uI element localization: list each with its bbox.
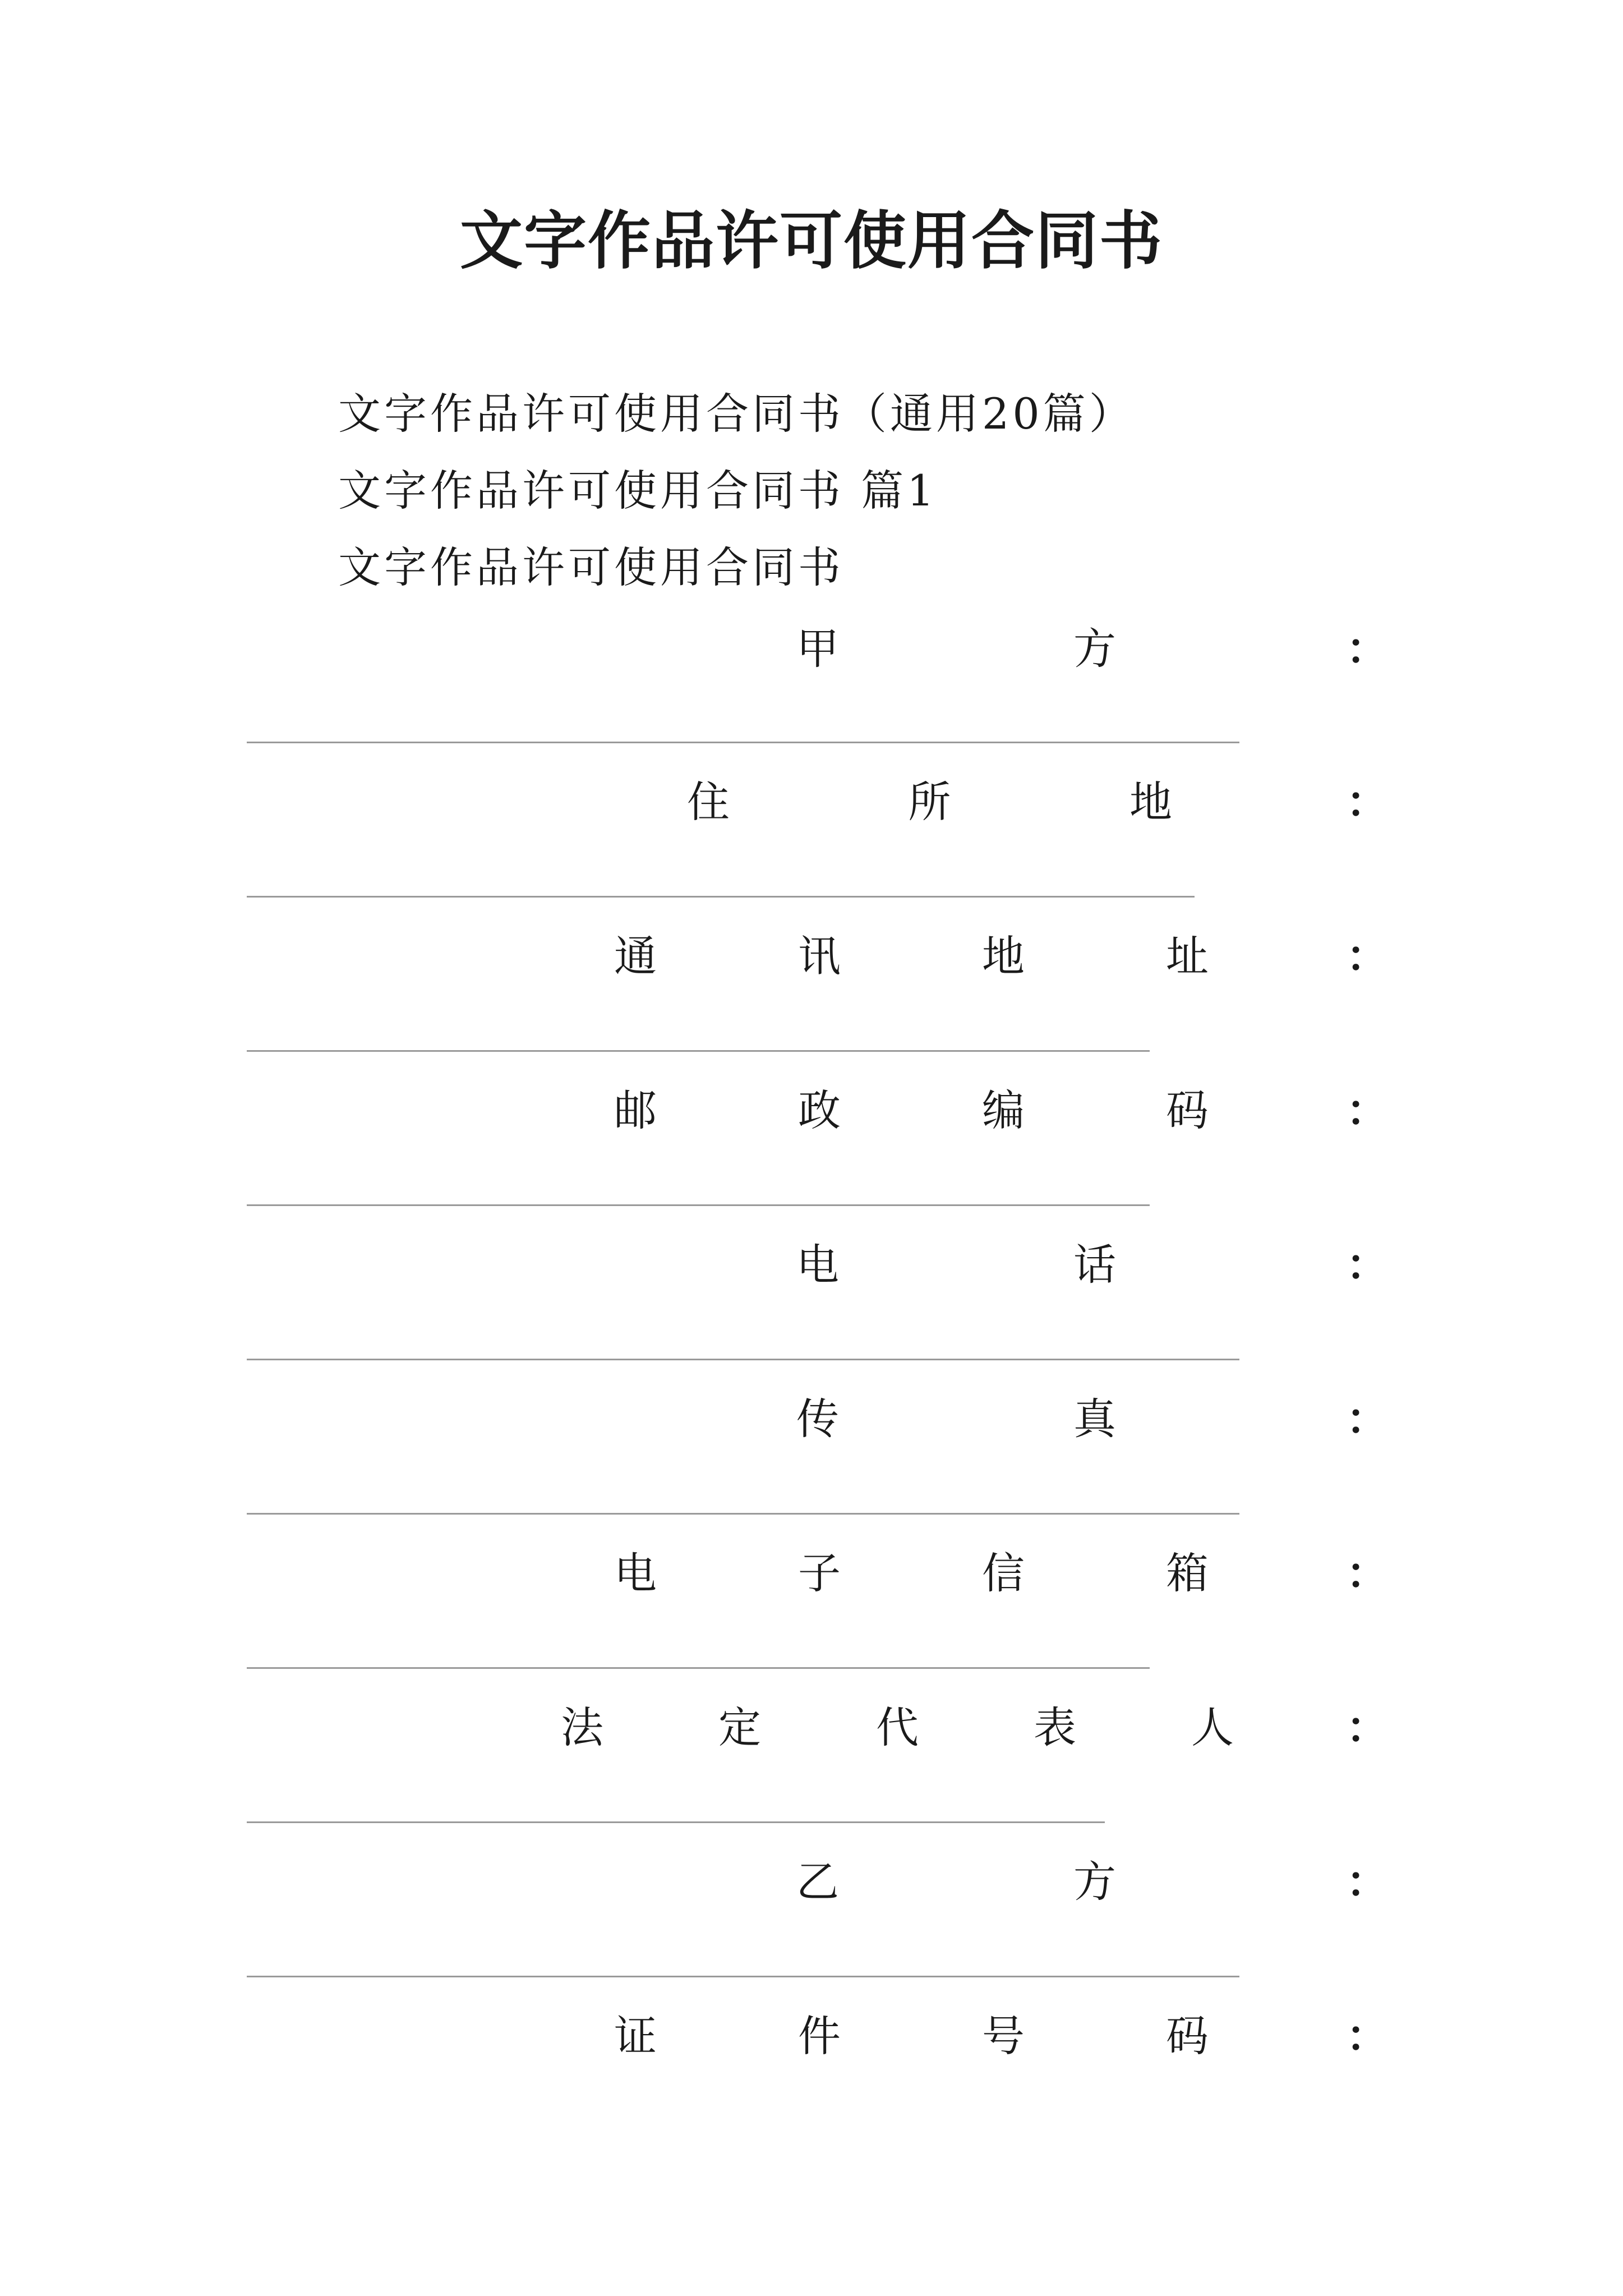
label-char: 子 <box>798 1548 841 1598</box>
label-char: 电 <box>796 1240 839 1290</box>
field-party-a-blank-line[interactable] <box>247 742 1239 743</box>
label-char: 证 <box>614 2011 657 2061</box>
field-label <box>796 1388 1116 1450</box>
field-label <box>796 618 1116 680</box>
field-colon: ： <box>1346 1240 1389 1290</box>
field-label <box>687 771 1172 833</box>
label-char: 号 <box>982 2011 1025 2061</box>
field-domicile-blank-line[interactable] <box>247 896 1195 898</box>
document-title: 文字作品许可使用合同书 <box>460 204 1163 278</box>
label-char: 所 <box>908 777 951 827</box>
field-postal-code <box>0 1080 1623 1142</box>
label-char: 表 <box>1034 1703 1076 1752</box>
field-label <box>614 1543 1209 1604</box>
field-colon: ： <box>1346 1857 1389 1907</box>
field-mailing-address-blank-line[interactable] <box>247 1050 1150 1052</box>
field-colon: ： <box>1346 1394 1389 1444</box>
document-subtitle: 文字作品许可使用合同书（通用20篇） <box>338 389 1135 439</box>
field-colon: ： <box>1346 931 1389 981</box>
field-telephone <box>0 1234 1623 1296</box>
field-party-b <box>0 1851 1623 1913</box>
label-char: 人 <box>1191 1703 1234 1752</box>
label-char: 箱 <box>1166 1548 1209 1598</box>
field-mailing-address <box>0 926 1623 987</box>
label-char: 定 <box>718 1703 761 1752</box>
label-char: 住 <box>687 777 730 827</box>
field-party-b-blank-line[interactable] <box>247 1976 1239 1977</box>
label-char: 码 <box>1166 2011 1209 2061</box>
field-email <box>0 1543 1623 1604</box>
field-colon: ： <box>1346 624 1389 674</box>
field-id-number <box>0 2005 1623 2067</box>
field-email-blank-line[interactable] <box>247 1667 1150 1669</box>
field-postal-code-blank-line[interactable] <box>247 1204 1150 1206</box>
field-fax-blank-line[interactable] <box>247 1513 1239 1515</box>
field-colon: ： <box>1346 2011 1389 2061</box>
label-char: 甲 <box>796 624 839 674</box>
field-label <box>796 1851 1116 1913</box>
label-char: 地 <box>982 931 1025 981</box>
field-colon: ： <box>1346 777 1389 827</box>
label-char: 地 <box>1129 777 1172 827</box>
field-colon: ： <box>1346 1085 1389 1135</box>
label-char: 电 <box>614 1548 657 1598</box>
label-char: 法 <box>561 1703 603 1752</box>
label-char: 讯 <box>798 931 841 981</box>
label-char: 传 <box>796 1394 839 1444</box>
contract-name: 文字作品许可使用合同书 <box>338 542 844 592</box>
field-label <box>614 2005 1209 2067</box>
field-label <box>614 1080 1209 1142</box>
field-label <box>614 926 1209 987</box>
field-telephone-blank-line[interactable] <box>247 1359 1239 1360</box>
field-label <box>561 1697 1234 1759</box>
field-party-a <box>0 618 1623 680</box>
field-colon: ： <box>1346 1548 1389 1598</box>
label-char: 代 <box>876 1703 919 1752</box>
label-char: 通 <box>614 931 657 981</box>
field-colon: ： <box>1346 1703 1389 1752</box>
label-char: 码 <box>1166 1085 1209 1135</box>
field-domicile <box>0 771 1623 833</box>
field-label <box>796 1234 1116 1296</box>
label-char: 乙 <box>796 1857 839 1907</box>
label-char: 邮 <box>614 1085 657 1135</box>
label-char: 话 <box>1073 1240 1116 1290</box>
field-legal-representative-blank-line[interactable] <box>247 1821 1105 1823</box>
label-char: 真 <box>1073 1394 1116 1444</box>
label-char: 址 <box>1166 931 1209 981</box>
label-char: 方 <box>1073 1857 1116 1907</box>
field-legal-representative <box>0 1697 1623 1759</box>
label-char: 信 <box>982 1548 1025 1598</box>
label-char: 件 <box>798 2011 841 2061</box>
section-heading: 文字作品许可使用合同书 篇1 <box>338 466 938 516</box>
label-char: 编 <box>982 1085 1025 1135</box>
label-char: 政 <box>798 1085 841 1135</box>
label-char: 方 <box>1073 624 1116 674</box>
field-fax <box>0 1388 1623 1450</box>
